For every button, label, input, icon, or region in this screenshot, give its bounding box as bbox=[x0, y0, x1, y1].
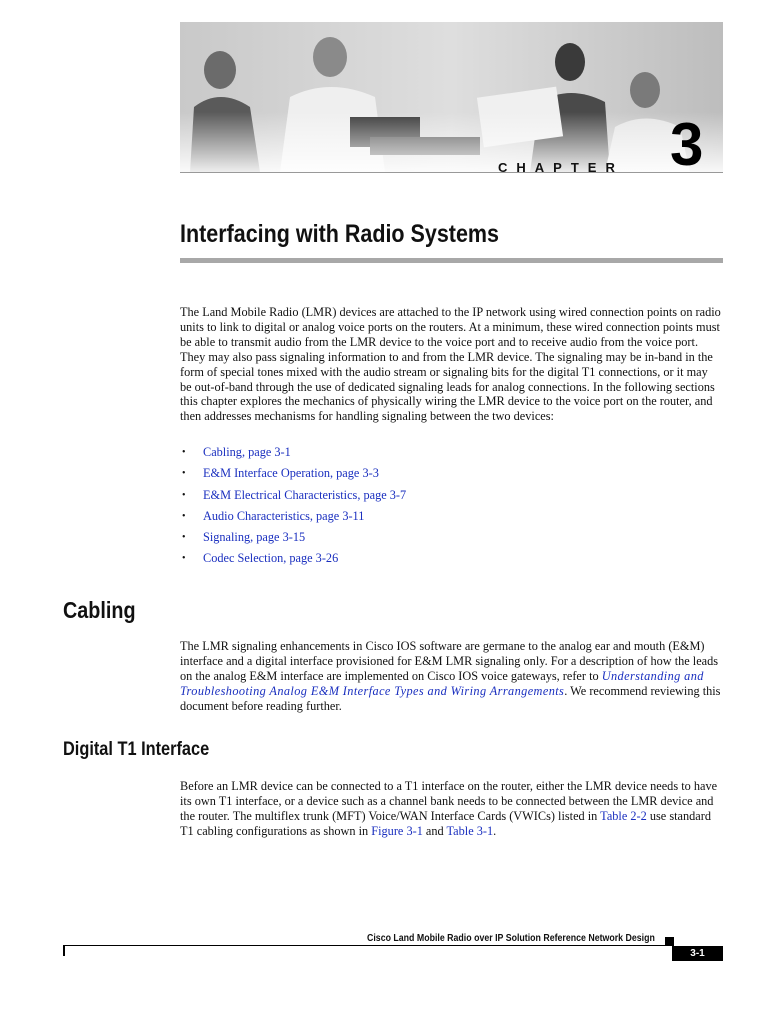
list-item bbox=[182, 466, 406, 487]
link-codec-selection[interactable]: Codec Selection, page 3-26 bbox=[203, 551, 339, 566]
link-signaling[interactable]: Signaling, page 3-15 bbox=[203, 530, 306, 545]
list-item bbox=[182, 509, 406, 530]
page-number: 3-1 bbox=[672, 946, 723, 961]
t1-text-3: and bbox=[422, 823, 447, 838]
page-title: Interfacing with Radio Systems bbox=[180, 220, 499, 248]
link-em-interface-operation[interactable]: E&M Interface Operation, page 3-3 bbox=[203, 466, 379, 481]
footer-tick bbox=[63, 945, 65, 956]
bullet-icon: • bbox=[182, 489, 186, 501]
table-2-2-link[interactable]: Table 2-2 bbox=[600, 808, 647, 823]
cabling-paragraph bbox=[180, 639, 722, 714]
title-rule bbox=[180, 258, 723, 263]
section-link-list bbox=[182, 445, 406, 573]
cabling-text-end: . We recommend reviewing this document before reading further. bbox=[180, 683, 721, 713]
bullet-icon: • bbox=[182, 468, 186, 480]
link-em-electrical-characteristics[interactable]: E&M Electrical Characteristics, page 3-7 bbox=[203, 487, 407, 502]
em-interface-doc-link[interactable]: Understanding and Troubleshooting Analog E&M Interface Types and Wiring Arrangements bbox=[180, 668, 704, 698]
table-3-1-link[interactable]: Table 3-1 bbox=[446, 823, 494, 838]
bullet-icon: • bbox=[182, 553, 186, 565]
footer-rule bbox=[63, 945, 673, 946]
link-cabling[interactable]: Cabling, page 3-1 bbox=[203, 445, 291, 459]
bullet-icon: • bbox=[182, 447, 186, 458]
t1-text-4: . bbox=[493, 823, 497, 838]
people-working-photo-icon bbox=[180, 22, 723, 172]
footer-book-title: Cisco Land Mobile Radio over IP Solution Reference Network Design bbox=[367, 933, 655, 944]
list-item bbox=[182, 551, 406, 572]
link-audio-characteristics[interactable]: Audio Characteristics, page 3-11 bbox=[203, 508, 365, 523]
cabling-text-start: The LMR signaling enhancements in Cisco IOS software are germane to the analog ear and mouth (E&M) interface and a digital interface provisioned for E&M LMR signaling only. For a description of how the leads on the analog E&M interface are implemented on Cisco IOS voice gateways, refer to bbox=[180, 639, 719, 683]
chapter-number: 3 bbox=[670, 111, 704, 178]
chapter-banner-photo bbox=[180, 22, 723, 178]
cabling-heading: Cabling bbox=[63, 597, 136, 623]
digital-t1-heading: Digital T1 Interface bbox=[63, 739, 210, 760]
list-item bbox=[182, 530, 406, 551]
bullet-icon: • bbox=[182, 510, 186, 522]
t1-text-1: Before an LMR device can be connected to a T1 interface on the router, either the LMR device needs to have its own T1 interface, or a device such as a channel bank needs to be connected between the LMR device and the router. The multiflex trunk (MFT) Voice/WAN Interface Cards (VWICs) listed in bbox=[180, 779, 718, 823]
digital-t1-paragraph bbox=[180, 779, 722, 839]
figure-3-1-link[interactable]: Figure 3-1 bbox=[371, 823, 423, 838]
list-item bbox=[182, 488, 406, 509]
t1-text-2: use standard T1 cabling configurations as shown in bbox=[180, 808, 711, 838]
intro-paragraph: The Land Mobile Radio (LMR) devices are attached to the IP network using wired connection points on radio units to link to digital or analog voice ports on the routers. At a minimum, these wired connection points must be able to transmit audio from the LMR device to the voice port and to receive audio from the voice port. They may also pass signaling information to and from the LMR device. The signaling may be in-band in the form of special tones mixed with the audio stream or signaling bits for the digital T1 connections, or it may be out-of-band through the use of dedicated signaling leads for analog connections. In the following sections this chapter explores the mechanics of physically wiring the LMR device to the voice port on the router, and then addresses mechanisms for handling signaling between the two devices: bbox=[180, 305, 721, 424]
list-item bbox=[182, 445, 406, 466]
bullet-icon: • bbox=[182, 532, 186, 544]
chapter-label: CHAPTER bbox=[498, 160, 624, 175]
